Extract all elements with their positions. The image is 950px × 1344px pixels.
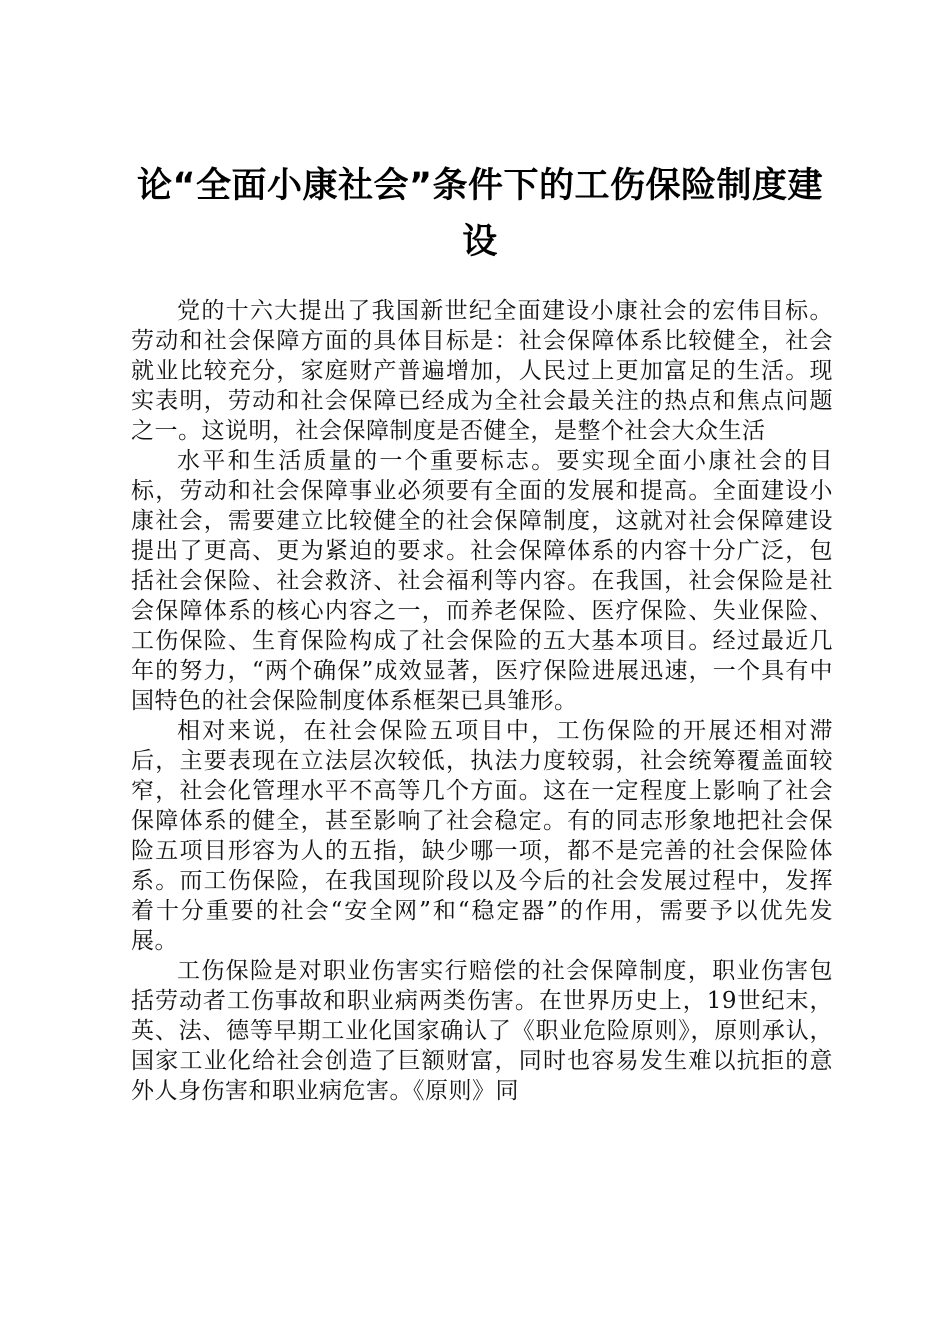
paragraph-3: 相对来说，在社会保险五项目中，工伤保险的开展还相对滞后，主要表现在立法层次较低，执法力度较弱，社会统筹覆盖面较窄，社会化管理水平不高等几个方面。这在一定程度上影响了社会保障体系的健全，甚至影响了社会稳定。有的同志形象地把社会保险五项目形容为人的五指，缺少哪一项，都不是完善的社会保险体系。而工伤保险，在我国现阶段以及今后的社会发展过程中，发挥着十分重要的社会“安全网”和“稳定器”的作用，需要予以优先发展。 xyxy=(131,718,833,954)
document-body xyxy=(131,296,833,1106)
paragraph-1: 党的十六大提出了我国新世纪全面建设小康社会的宏伟目标。劳动和社会保障方面的具体目标是：社会保障体系比较健全，社会就业比较充分，家庭财产普遍增加，人民过上更加富足的生活。现实表明，劳动和社会保障已经成为全社会最关注的热点和焦点问题之一。这说明，社会保障制度是否健全，是整个社会大众生活 xyxy=(131,298,833,444)
paragraph-2: 水平和生活质量的一个重要标志。要实现全面小康社会的目标，劳动和社会保障事业必须要有全面的发展和提高。全面建设小康社会，需要建立比较健全的社会保障制度，这就对社会保障建设提出了更高、更为紧迫的要求。社会保障体系的内容十分广泛，包括社会保险、社会救济、社会福利等内容。在我国，社会保险是社会保障体系的核心内容之一，而养老保险、医疗保险、失业保险、工伤保险、生育保险构成了社会保险的五大基本项目。经过最近几年的努力，“两个确保”成效显著，医疗保险进展迅速，一个具有中国特色的社会保险制度体系框架已具雏形。 xyxy=(131,448,833,714)
paragraph-4: 工伤保险是对职业伤害实行赔偿的社会保障制度，职业伤害包括劳动者工伤事故和职业病两类伤害。在世界历史上，19世纪末，英、法、德等早期工业化国家确认了《职业危险原则》，原则承认，国家工业化给社会创造了巨额财富，同时也容易发生难以抗拒的意外人身伤害和职业病危害。《原则》同 xyxy=(131,958,833,1104)
document-title: 论“全面小康社会”条件下的工伤保险制度建设 xyxy=(136,166,823,262)
